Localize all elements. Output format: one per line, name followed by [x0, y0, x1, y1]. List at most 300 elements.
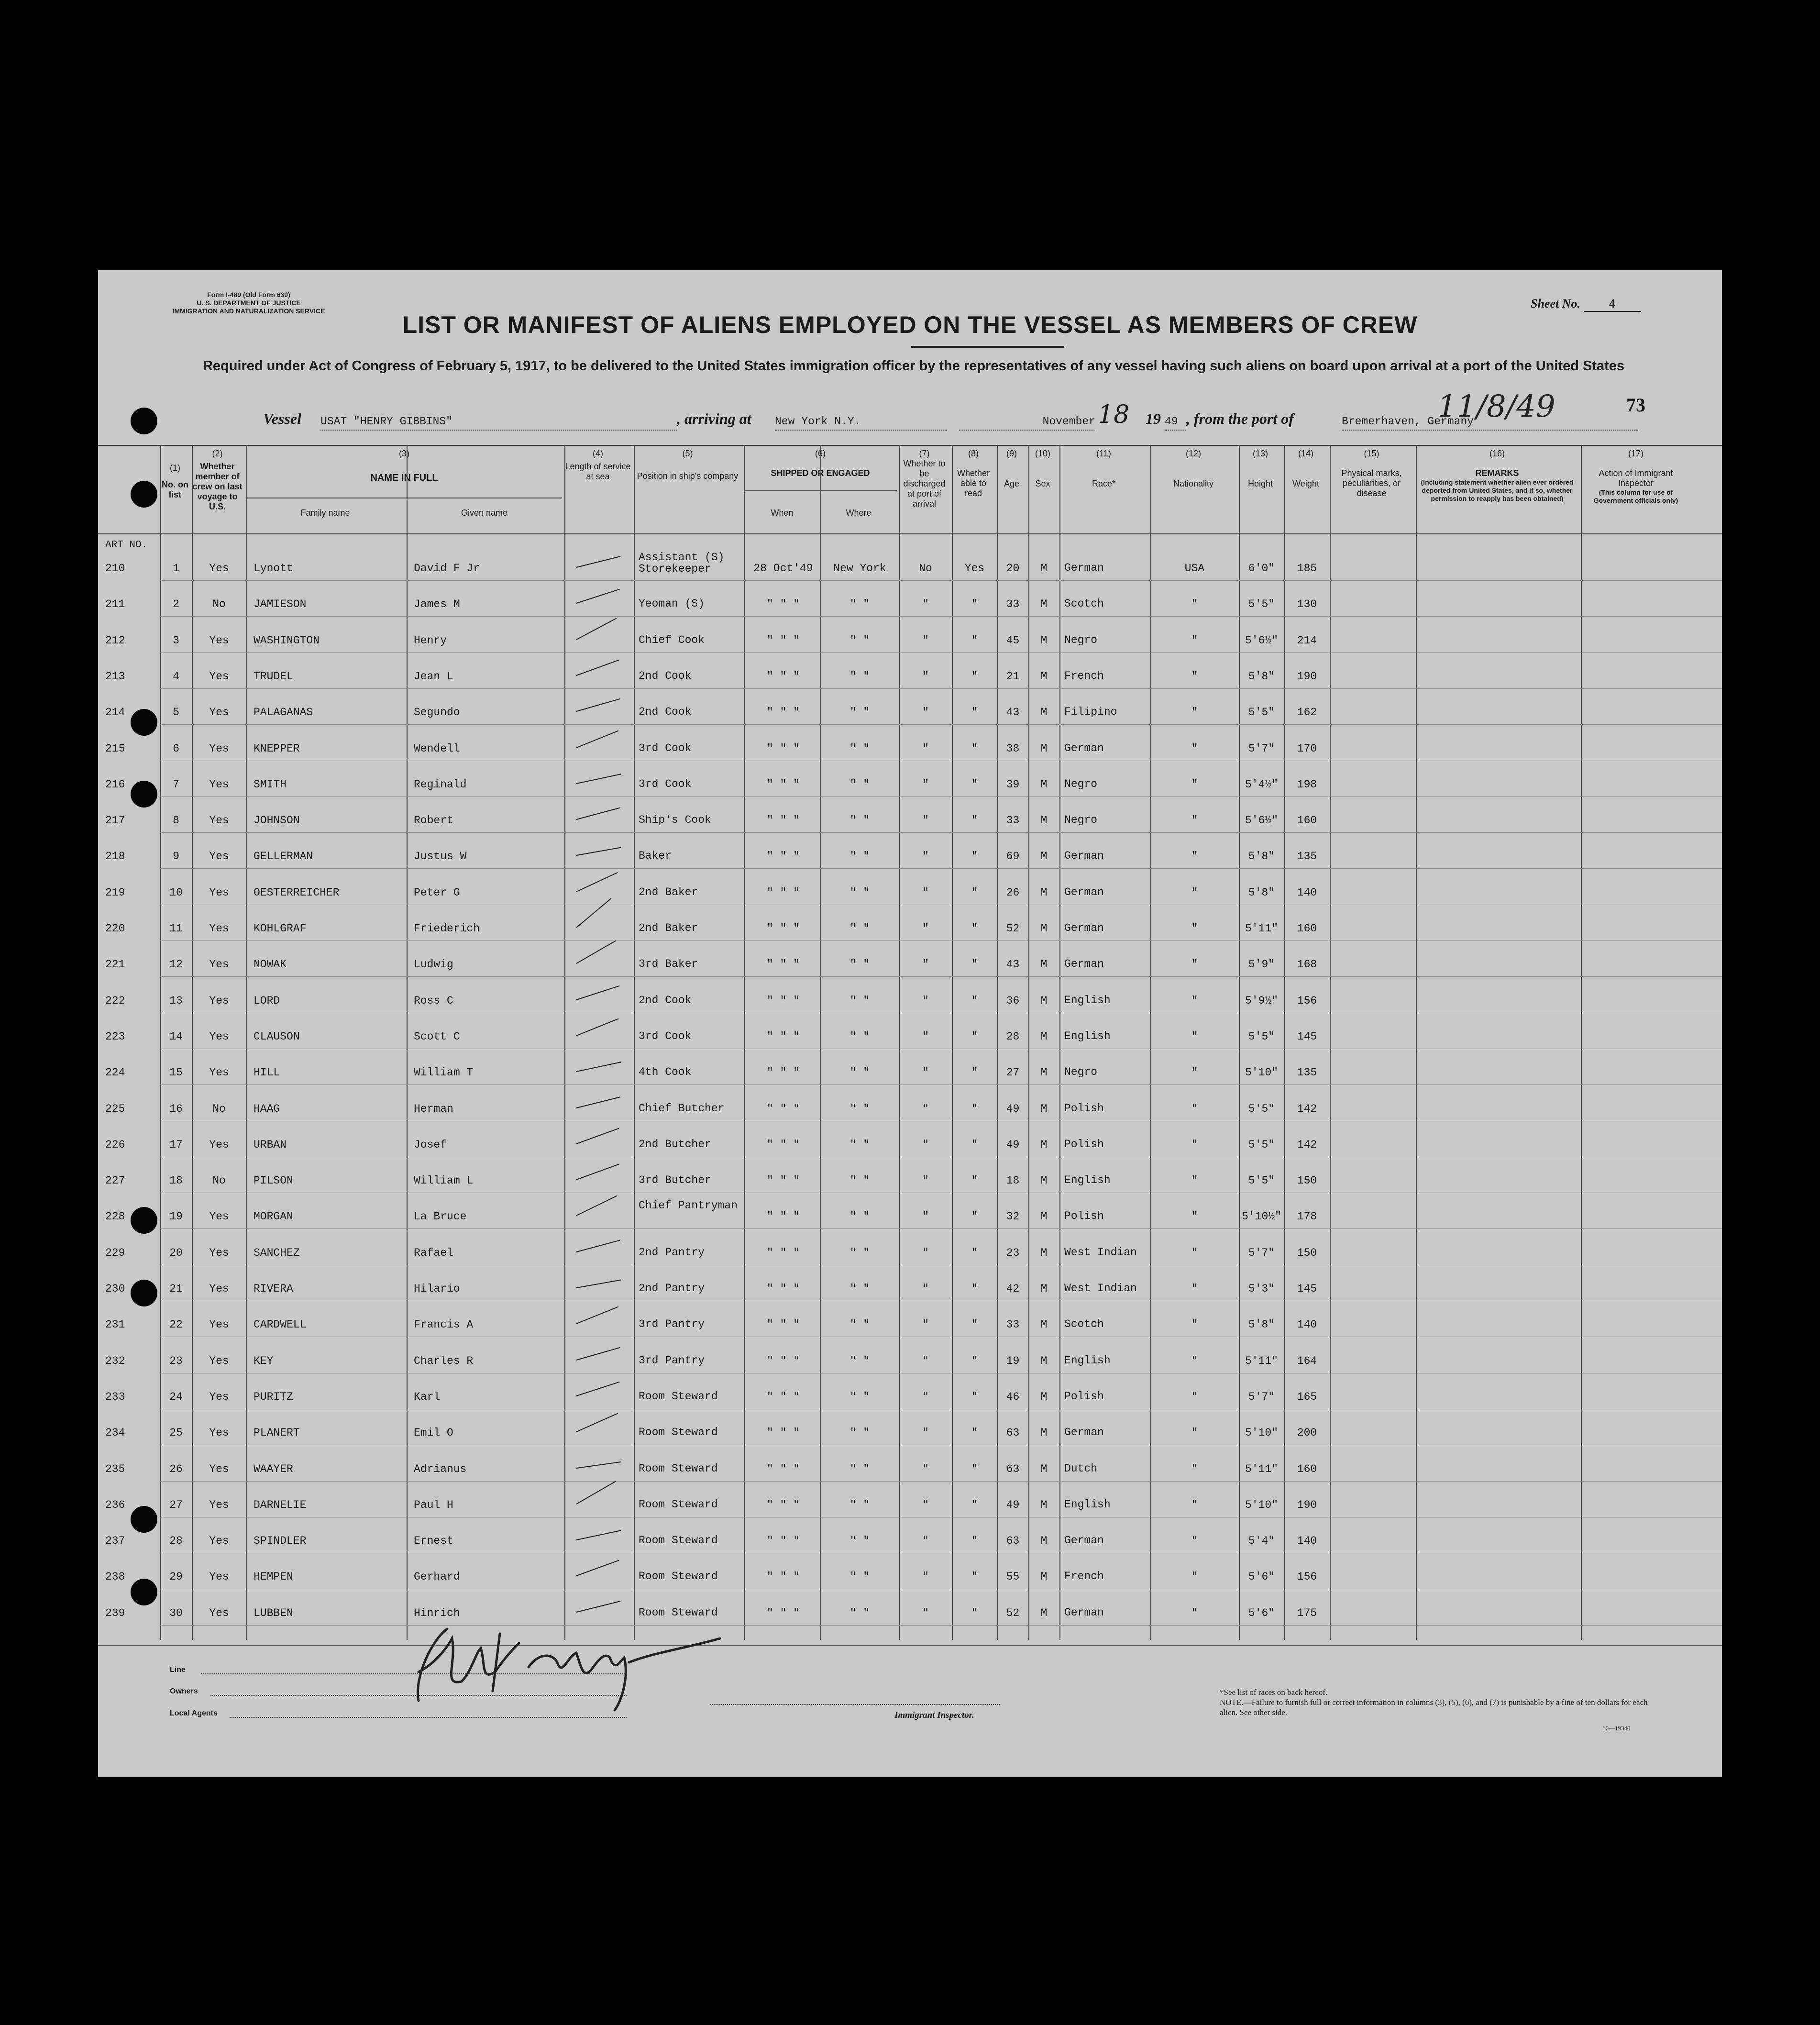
discharged: No: [919, 562, 932, 575]
age: 20: [1006, 562, 1020, 575]
art-number: 235: [105, 1462, 125, 1475]
shipped-when: " " ": [766, 1427, 800, 1439]
discharged: ": [922, 850, 929, 863]
weight: 140: [1297, 886, 1317, 899]
service-length-mark: [576, 659, 619, 675]
list-number: 7: [173, 778, 179, 791]
sex: M: [1040, 1283, 1048, 1295]
discharged: ": [922, 1354, 929, 1367]
document-title: LIST OR MANIFEST OF ALIENS EMPLOYED ON THE VESSEL AS MEMBERS OF CREW: [402, 311, 1418, 338]
col-5-num: (5): [682, 449, 693, 458]
family-name: Lynott: [254, 562, 293, 575]
weight: 168: [1297, 958, 1317, 971]
service-name: IMMIGRATION AND NATURALIZATION SERVICE: [172, 307, 325, 315]
shipped-where: " ": [849, 1390, 870, 1403]
row-rule: [160, 580, 1722, 581]
service-length-mark: [576, 1560, 619, 1576]
given-name: Justus W: [414, 850, 467, 863]
age: 52: [1006, 922, 1020, 935]
inspector-label: Immigrant Inspector.: [894, 1710, 974, 1720]
age: 55: [1006, 1571, 1020, 1583]
height: 5'6": [1248, 1571, 1275, 1583]
art-number: 231: [105, 1318, 125, 1331]
sheet-number: [1531, 297, 1641, 312]
able-to-read: ": [971, 1390, 978, 1403]
age: 18: [1006, 1174, 1020, 1187]
height: 5'6": [1248, 1606, 1275, 1619]
given-name: Ross C: [414, 994, 453, 1007]
race: German: [1064, 885, 1104, 898]
row-rule: [160, 688, 1722, 689]
able-to-read: ": [971, 994, 978, 1007]
shipped-where: New York: [833, 562, 886, 575]
punch-hole: [131, 481, 157, 508]
list-number: 20: [169, 1246, 183, 1259]
race: French: [1064, 1570, 1104, 1583]
height: 5'5": [1248, 1174, 1275, 1187]
able-to-read: ": [971, 1138, 978, 1151]
height: 5'8": [1248, 886, 1275, 899]
shipped-where: " ": [849, 814, 870, 827]
nationality: ": [1191, 634, 1198, 647]
family-name-header: Family name: [300, 508, 350, 518]
list-number: 15: [169, 1066, 183, 1079]
height: 5'11": [1245, 922, 1278, 935]
shipped-where: " ": [849, 886, 870, 899]
discharged: ": [922, 742, 929, 755]
position: Chief Cook: [639, 633, 705, 646]
sheet-number-label: Sheet No.: [1531, 297, 1580, 310]
previous-voyage: Yes: [209, 1571, 229, 1583]
family-name: OESTERREICHER: [254, 886, 340, 899]
shipped-when: " " ": [766, 706, 800, 719]
able-to-read: ": [971, 670, 978, 683]
sex: M: [1040, 1210, 1048, 1223]
service-length-mark: [576, 1530, 621, 1540]
height: 5'11": [1245, 1462, 1278, 1475]
col-8-label: Whether able to read: [957, 468, 990, 498]
weight: 130: [1297, 598, 1317, 611]
family-name: KOHLGRAF: [254, 922, 307, 935]
given-name: Adrianus: [414, 1462, 467, 1475]
family-name: JOHNSON: [254, 814, 300, 827]
discharged: ": [922, 1174, 929, 1187]
nationality: ": [1191, 1427, 1198, 1439]
shipped-where: " ": [849, 706, 870, 719]
where-header: Where: [846, 508, 871, 518]
arrival-day: 18: [1098, 400, 1130, 429]
col-2-num: (2): [212, 449, 223, 458]
given-name: Robert: [414, 814, 453, 827]
weight: 160: [1297, 922, 1317, 935]
weight: 175: [1297, 1606, 1317, 1619]
shipped-where: " ": [849, 1174, 870, 1187]
height: 5'6½": [1245, 814, 1278, 827]
art-number: 230: [105, 1283, 125, 1295]
art-number: 228: [105, 1210, 125, 1223]
height: 5'10": [1245, 1427, 1278, 1439]
discharged: ": [922, 1498, 929, 1511]
given-name: Francis A: [414, 1318, 474, 1331]
col-13-header: [1239, 449, 1282, 489]
shipped-where: " ": [849, 1138, 870, 1151]
position: Chief Pantryman: [639, 1199, 738, 1212]
punch-hole: [131, 1579, 157, 1605]
art-number: 217: [105, 814, 125, 827]
able-to-read: ": [971, 598, 978, 611]
race: Polish: [1064, 1138, 1104, 1151]
col-10-label: Sex: [1035, 479, 1050, 488]
height: 5'5": [1248, 706, 1275, 719]
nationality: ": [1191, 1246, 1198, 1259]
vessel-label: [263, 410, 301, 429]
penalty-note: NOTE.—Failure to furnish full or correct information in columns (3), (5), (6), and (7) is punishable by a fine of ten dollars for each alien. See other side.: [1220, 1698, 1648, 1717]
position: 3rd Pantry: [639, 1318, 705, 1331]
weight: 200: [1297, 1427, 1317, 1439]
able-to-read: ": [971, 1318, 978, 1331]
given-name: Hilario: [414, 1283, 460, 1295]
departure-port: Bremerhaven, Germany: [1342, 415, 1638, 431]
sex: M: [1040, 1138, 1048, 1151]
race: German: [1064, 562, 1104, 574]
footer-divider: [98, 1645, 1722, 1646]
previous-voyage: No: [212, 598, 226, 611]
height: 5'7": [1248, 1390, 1275, 1403]
height: 5'9": [1248, 958, 1275, 971]
race: West Indian: [1064, 1246, 1137, 1259]
service-length-mark: [576, 1018, 619, 1036]
race: Scotch: [1064, 598, 1104, 610]
nationality: ": [1191, 1102, 1198, 1115]
discharged: ": [922, 670, 929, 683]
position: 4th Cook: [639, 1066, 692, 1079]
given-name: Hinrich: [414, 1606, 460, 1619]
shipped-when: " " ": [766, 958, 800, 971]
punch-hole: [131, 709, 157, 736]
col-12-num: (12): [1185, 449, 1201, 458]
race: Scotch: [1064, 1318, 1104, 1331]
shipped-where: " ": [849, 958, 870, 971]
race: English: [1064, 1498, 1111, 1511]
col-15-label: Physical marks, peculiarities, or disease: [1341, 468, 1402, 498]
race: Negro: [1064, 777, 1098, 790]
able-to-read: ": [971, 814, 978, 827]
previous-voyage: Yes: [209, 1030, 229, 1043]
age: 32: [1006, 1210, 1020, 1223]
able-to-read: ": [971, 1283, 978, 1295]
able-to-read: ": [971, 1535, 978, 1548]
nationality: ": [1191, 1354, 1198, 1367]
shipped-when: " " ": [766, 1210, 800, 1223]
given-name: Henry: [414, 634, 447, 647]
col-3-header: [246, 449, 562, 483]
height: 5'9½": [1245, 994, 1278, 1007]
previous-voyage: Yes: [209, 1354, 229, 1367]
col-9-label: Age: [1004, 479, 1020, 488]
family-name: HAAG: [254, 1102, 280, 1115]
service-length-mark: [576, 1062, 621, 1072]
list-number: 17: [169, 1138, 183, 1151]
able-to-read: ": [971, 1174, 978, 1187]
previous-voyage: Yes: [209, 634, 229, 647]
list-number: 12: [169, 958, 183, 971]
position: Room Steward: [639, 1606, 718, 1619]
sex: M: [1040, 634, 1048, 647]
weight: 156: [1297, 1571, 1317, 1583]
service-length-mark: [576, 730, 619, 748]
sex: M: [1040, 1246, 1048, 1259]
height: 5'5": [1248, 598, 1275, 611]
sex: M: [1040, 598, 1048, 611]
local-agents-label: Local Agents: [170, 1709, 218, 1717]
weight: 145: [1297, 1030, 1317, 1043]
art-number: 216: [105, 778, 125, 791]
age: 39: [1006, 778, 1020, 791]
able-to-read: ": [971, 850, 978, 863]
list-number: 9: [173, 850, 179, 863]
service-length-mark: [576, 1461, 621, 1468]
age: 23: [1006, 1246, 1020, 1259]
list-number: 5: [173, 706, 179, 719]
previous-voyage: Yes: [209, 1427, 229, 1439]
position: 2nd Cook: [639, 669, 692, 682]
row-rule: [160, 976, 1722, 977]
col-8-header: [952, 449, 995, 498]
row-rule: [160, 1481, 1722, 1482]
shipped-where: " ": [849, 1498, 870, 1511]
race: English: [1064, 994, 1111, 1007]
col-9-num: (9): [1006, 449, 1017, 458]
weight: 170: [1297, 742, 1317, 755]
service-length-mark: [576, 898, 611, 928]
arrival-port: New York N.Y.: [775, 415, 947, 431]
shipped-when: " " ": [766, 1390, 800, 1403]
sex: M: [1040, 886, 1048, 899]
given-name: Scott C: [414, 1030, 460, 1043]
previous-voyage: Yes: [209, 742, 229, 755]
previous-voyage: Yes: [209, 1066, 229, 1079]
able-to-read: ": [971, 1571, 978, 1583]
previous-voyage: Yes: [209, 1498, 229, 1511]
previous-voyage: Yes: [209, 670, 229, 683]
sex: M: [1040, 778, 1048, 791]
position: Room Steward: [639, 1390, 718, 1403]
weight: 150: [1297, 1174, 1317, 1187]
row-rule: [160, 1625, 1722, 1626]
age: 36: [1006, 994, 1020, 1007]
shipped-when: " " ": [766, 1571, 800, 1583]
service-length-mark: [576, 847, 621, 856]
column-rule: [1581, 445, 1582, 1640]
previous-voyage: Yes: [209, 958, 229, 971]
given-name: Gerhard: [414, 1571, 460, 1583]
race: Dutch: [1064, 1462, 1098, 1475]
col-15-num: (15): [1364, 449, 1379, 458]
height: 5'10½": [1242, 1210, 1281, 1223]
crew-table: [98, 445, 1722, 1640]
weight: 150: [1297, 1246, 1317, 1259]
vessel-name: USAT "HENRY GIBBINS": [320, 415, 677, 431]
col-7-num: (7): [919, 449, 930, 458]
nationality: ": [1191, 1498, 1198, 1511]
given-name: Josef: [414, 1138, 447, 1151]
sex: M: [1040, 1535, 1048, 1548]
row-rule: [160, 868, 1722, 869]
race: Polish: [1064, 1390, 1104, 1403]
family-name: MORGAN: [254, 1210, 293, 1223]
family-name: GELLERMAN: [254, 850, 313, 863]
list-number: 26: [169, 1462, 183, 1475]
art-number: 221: [105, 958, 125, 971]
able-to-read: ": [971, 1210, 978, 1223]
sex: M: [1040, 562, 1048, 575]
sex: M: [1040, 922, 1048, 935]
given-name: James M: [414, 598, 460, 611]
service-length-mark: [576, 1239, 620, 1252]
given-name: Emil O: [414, 1427, 453, 1439]
discharged: ": [922, 814, 929, 827]
given-name: Reginald: [414, 778, 467, 791]
shipped-when: " " ": [766, 634, 800, 647]
given-name: Friederich: [414, 922, 480, 935]
sex: M: [1040, 1427, 1048, 1439]
from-port-label: [1186, 410, 1294, 429]
previous-voyage: Yes: [209, 1210, 229, 1223]
races-note: *See list of races on back hereof.: [1220, 1688, 1328, 1697]
weight: 156: [1297, 994, 1317, 1007]
shipped-when: " " ": [766, 598, 800, 611]
nationality: ": [1191, 958, 1198, 971]
header-bottom-border: [98, 533, 1722, 534]
age: 63: [1006, 1535, 1020, 1548]
age: 27: [1006, 1066, 1020, 1079]
col-11-label: Race*: [1092, 479, 1116, 488]
sex: M: [1040, 706, 1048, 719]
shipped-when: " " ": [766, 922, 800, 935]
department-name: U. S. DEPARTMENT OF JUSTICE: [197, 299, 301, 307]
given-name: Charles R: [414, 1354, 474, 1367]
discharged: ": [922, 1066, 929, 1079]
weight: 140: [1297, 1535, 1317, 1548]
list-number: 13: [169, 994, 183, 1007]
given-name: Peter G: [414, 886, 460, 899]
discharged: ": [922, 598, 929, 611]
sex: M: [1040, 958, 1048, 971]
age: 33: [1006, 814, 1020, 827]
service-length-mark: [576, 698, 620, 712]
height: 5'5": [1248, 1102, 1275, 1115]
weight: 190: [1297, 1498, 1317, 1511]
previous-voyage: Yes: [209, 1390, 229, 1403]
position: 3rd Baker: [639, 958, 698, 971]
able-to-read: ": [971, 1427, 978, 1439]
shipped-when: " " ": [766, 778, 800, 791]
list-number: 30: [169, 1606, 183, 1619]
line-label: Line: [170, 1666, 186, 1674]
position: 3rd Cook: [639, 1029, 692, 1042]
shipped-where: " ": [849, 1210, 870, 1223]
sex: M: [1040, 1030, 1048, 1043]
shipped-when: " " ": [766, 1174, 800, 1187]
art-number: 233: [105, 1390, 125, 1403]
sex: M: [1040, 814, 1048, 827]
arriving-label: [677, 410, 751, 429]
age: 21: [1006, 670, 1020, 683]
age: 63: [1006, 1462, 1020, 1475]
position: 2nd Pantry: [639, 1282, 705, 1295]
row-rule: [160, 1084, 1722, 1085]
col-2-label: Whether member of crew on last voyage to U.S.: [192, 462, 243, 511]
shipped-where: " ": [849, 1535, 870, 1548]
inspector-signature-line: [710, 1704, 1000, 1705]
able-to-read: ": [971, 958, 978, 971]
shipped-when: " " ": [766, 886, 800, 899]
col-17-header: [1581, 449, 1691, 505]
given-name: William T: [414, 1066, 474, 1079]
race: English: [1064, 1354, 1111, 1367]
column-rule: [1059, 445, 1060, 1640]
height: 5'11": [1245, 1354, 1278, 1367]
sex: M: [1040, 1498, 1048, 1511]
shipped-when: " " ": [766, 1606, 800, 1619]
race: Negro: [1064, 633, 1098, 646]
discharged: ": [922, 1427, 929, 1439]
able-to-read: ": [971, 706, 978, 719]
list-number: 2: [173, 598, 179, 611]
col-10-num: (10): [1035, 449, 1050, 458]
height: 5'5": [1248, 1138, 1275, 1151]
service-length-mark: [576, 1096, 621, 1108]
service-length-mark: [576, 872, 618, 892]
height: 5'4½": [1245, 778, 1278, 791]
family-name: PURITZ: [254, 1390, 293, 1403]
col-16-num: (16): [1489, 449, 1505, 458]
col-11-num: (11): [1096, 449, 1111, 458]
shipped-where: " ": [849, 1030, 870, 1043]
sex: M: [1040, 1571, 1048, 1583]
nationality: ": [1191, 1283, 1198, 1295]
previous-voyage: Yes: [209, 562, 229, 575]
weight: 162: [1297, 706, 1317, 719]
handwritten-date: 11/8/49: [1437, 389, 1555, 424]
position: Chief Butcher: [639, 1102, 725, 1115]
able-to-read: ": [971, 1498, 978, 1511]
nationality: ": [1191, 1571, 1198, 1583]
row-rule: [160, 724, 1722, 725]
race: German: [1064, 850, 1104, 863]
age: 52: [1006, 1606, 1020, 1619]
discharged: ": [922, 1030, 929, 1043]
service-length-mark: [576, 1280, 621, 1288]
age: 43: [1006, 706, 1020, 719]
shipped-when: " " ": [766, 1066, 800, 1079]
list-number: 29: [169, 1571, 183, 1583]
art-number: 210: [105, 562, 125, 575]
shipped-where: " ": [849, 1066, 870, 1079]
race: Negro: [1064, 1066, 1098, 1079]
given-name: Ludwig: [414, 958, 453, 971]
able-to-read: ": [971, 1462, 978, 1475]
column-rule: [634, 445, 635, 1640]
discharged: ": [922, 634, 929, 647]
position: 2nd Cook: [639, 994, 692, 1007]
given-name: David F Jr: [414, 562, 480, 575]
col-11-header: [1059, 449, 1148, 489]
column-rule: [744, 445, 745, 1640]
discharged: ": [922, 1318, 929, 1331]
race: German: [1064, 958, 1104, 971]
previous-voyage: Yes: [209, 886, 229, 899]
